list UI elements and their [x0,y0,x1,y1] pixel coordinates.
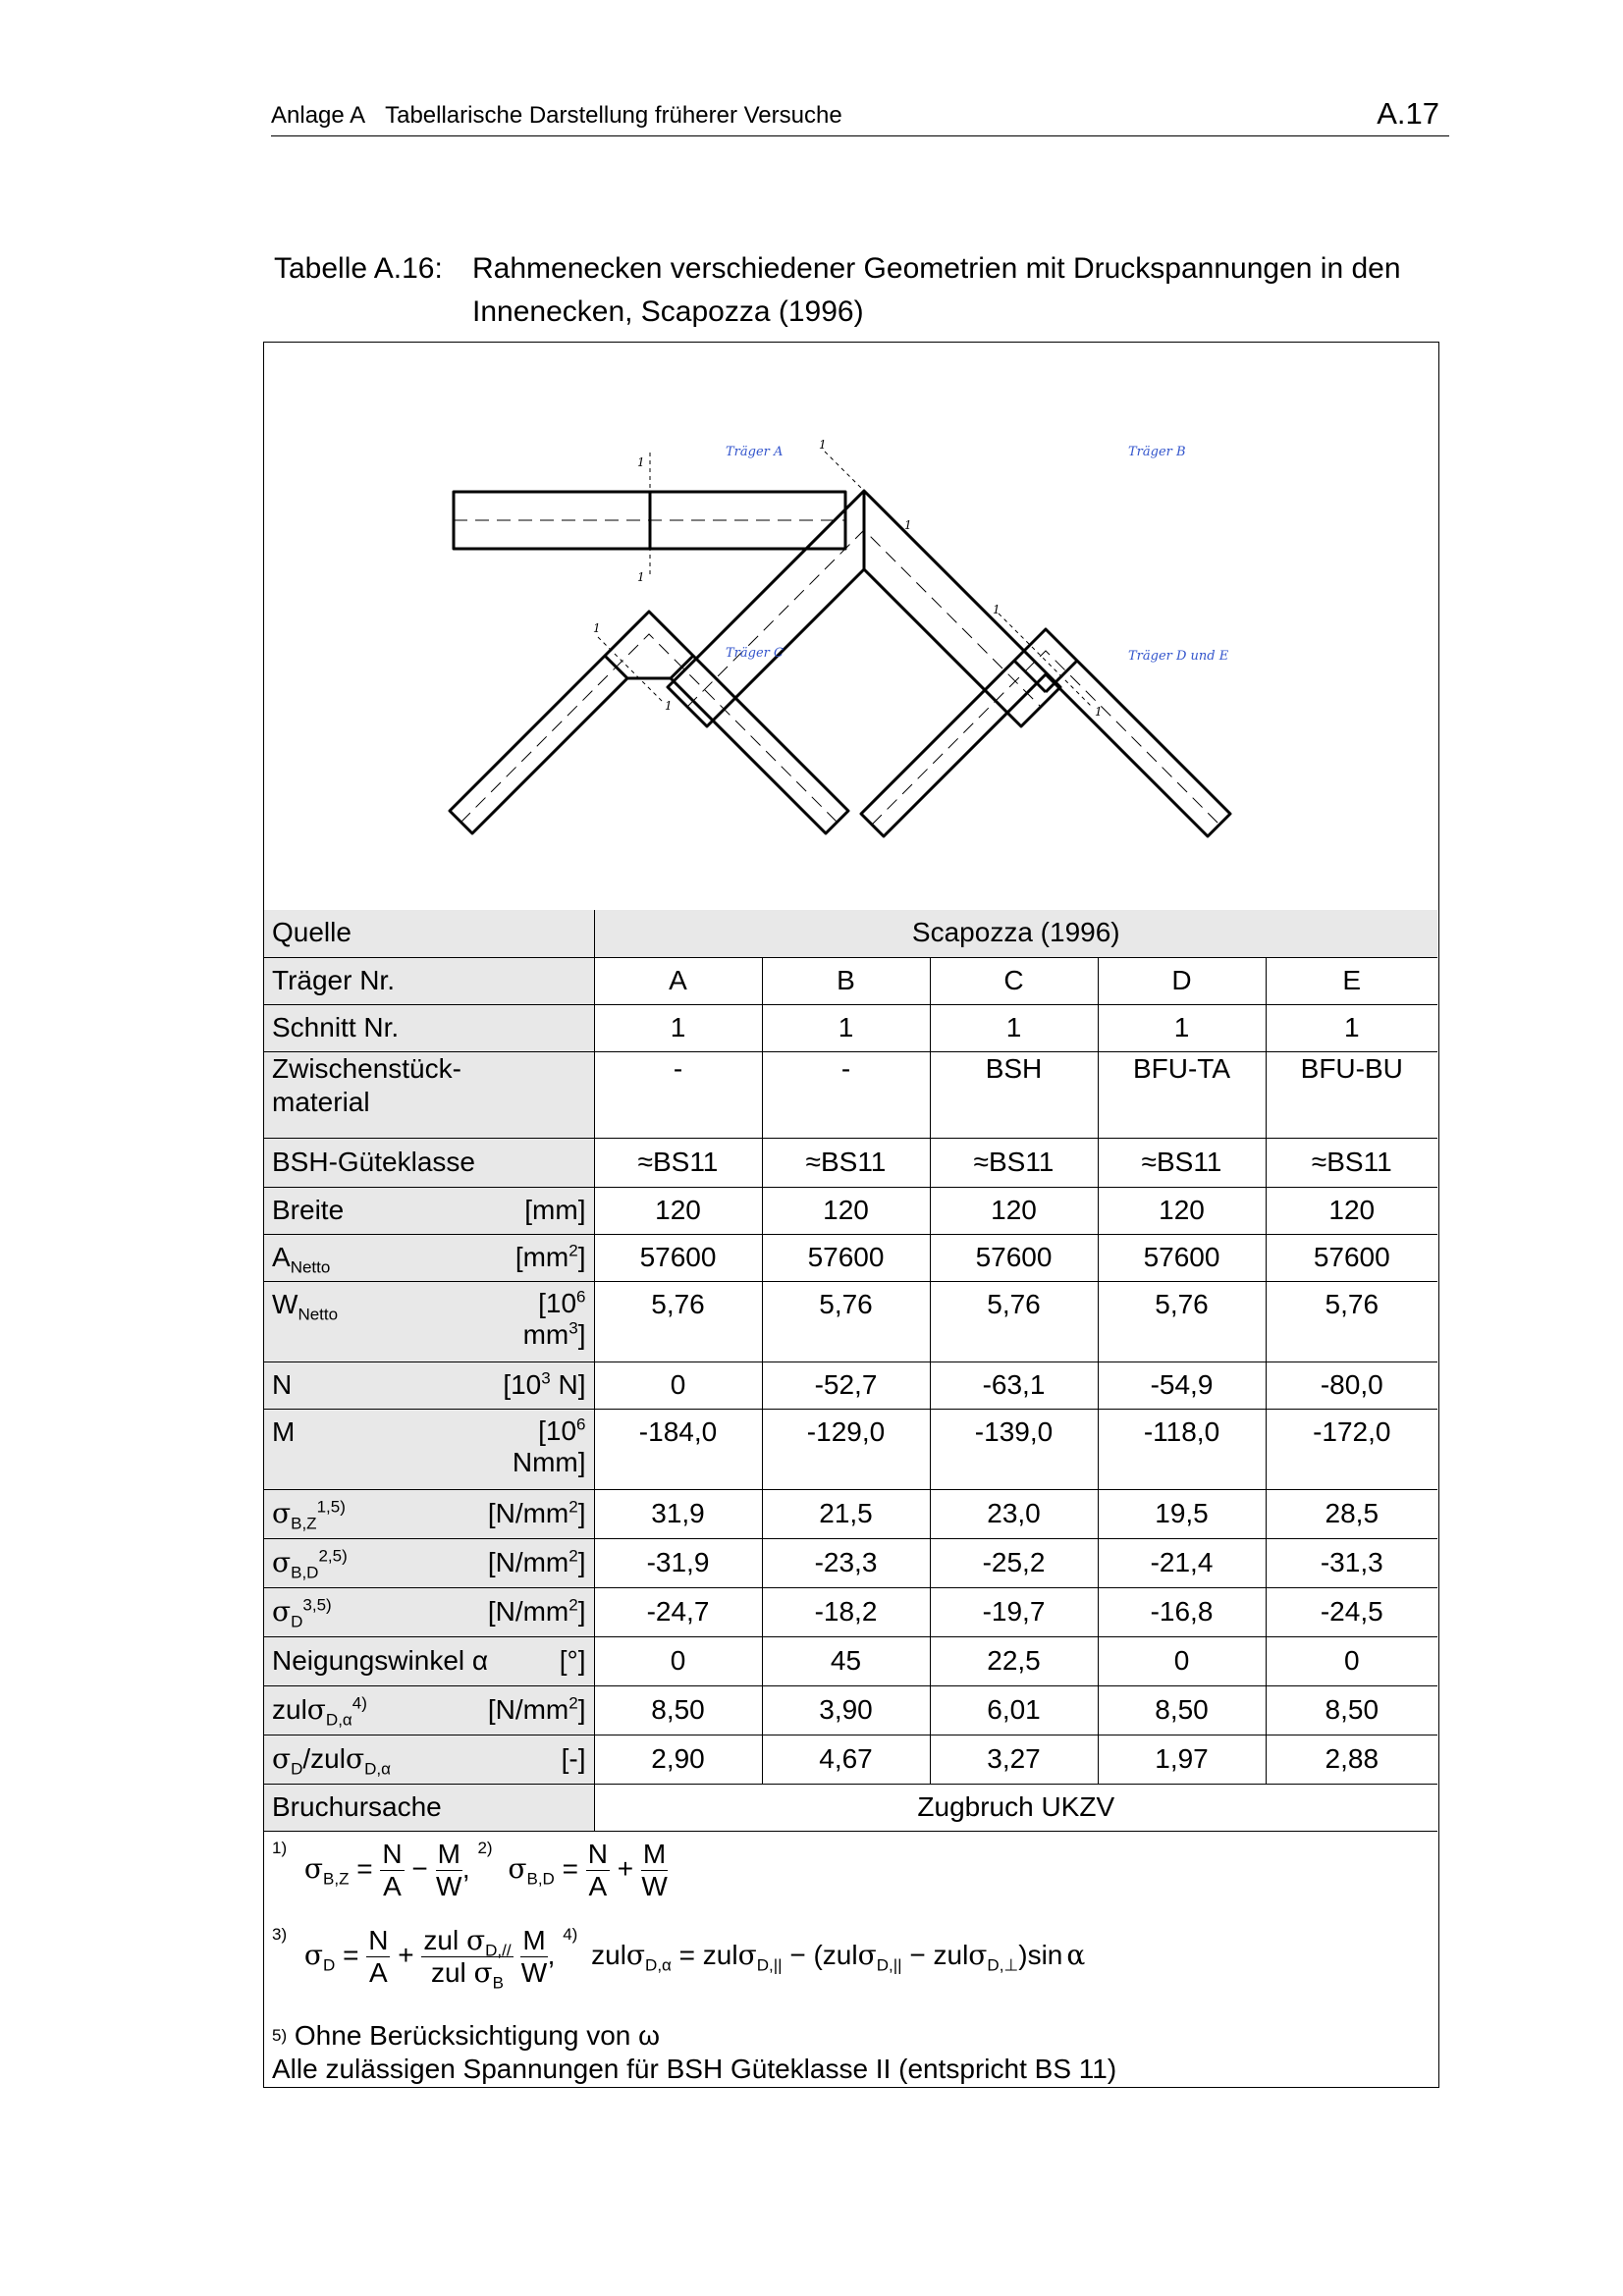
table-cell: ≈BS11 [594,1138,762,1187]
table-cell: 23,0 [930,1489,1098,1538]
row-label-failure: Bruchursache [264,1784,594,1831]
area-unit-sup: 2 [568,1241,578,1260]
stress-unit-end: ] [577,1693,586,1725]
table-cell: -23,3 [762,1538,930,1587]
sbz-sigma: σ [272,1496,292,1529]
f4-sub-1: D,α [645,1955,672,1975]
table-row-sbd [264,1538,1437,1587]
section-mark-a-bottom: 1 [637,570,645,584]
header-title-text: Tabellarische Darstellung früherer Versuche [385,102,842,129]
table-cell: 5,76 [594,1281,762,1362]
caption-line-2: Innenecken, Scapozza (1996) [472,295,864,328]
table-row-angle [264,1636,1437,1685]
sbd-sub: B,D [291,1563,319,1582]
row-label-n [264,1362,594,1409]
table-cell: 0 [594,1362,762,1409]
area-unit [515,1235,586,1280]
table-row-zul [264,1685,1437,1735]
table-row-insert [264,1051,1437,1138]
stress-unit-sup: 2 [568,1595,578,1615]
table-cell: 0 [594,1636,762,1685]
modulus-sub: Netto [298,1305,339,1324]
table-cell: 3,27 [930,1735,1098,1784]
table-cell: 57600 [762,1234,930,1281]
f4-alpha: α [1066,1938,1086,1971]
table-cell: -172,0 [1266,1409,1437,1489]
table-cell: 0 [1266,1636,1437,1685]
table-row-ratio [264,1735,1437,1784]
table-cell: 1 [930,1004,1098,1051]
table-cell: -21,4 [1098,1538,1266,1587]
table-cell: 57600 [1098,1234,1266,1281]
sbz-sup: 1,5) [316,1497,346,1517]
insert-label-line-2: material [272,1086,370,1117]
table-cell: ≈BS11 [930,1138,1098,1187]
sbd-sigma: σ [272,1545,292,1578]
footnote-5 [272,2019,1116,2086]
table-cell: 1 [594,1004,762,1051]
table-row-cut [264,1004,1437,1051]
modulus-label: W [272,1288,298,1319]
f4-zul-4: zul [933,1939,969,1970]
n-unit [503,1362,585,1408]
f2-sub: B,D [526,1869,555,1889]
f4-sigma-3: σ [857,1938,877,1971]
footnote-1-2 [272,1839,668,1902]
page-number: A.17 [1377,96,1439,131]
table-cell: 22,5 [930,1636,1098,1685]
f2-num-m: M [642,1839,667,1869]
beam-c: C [930,957,1098,1004]
source-value: Scapozza (1996) [594,910,1437,957]
f4-sigma-1: σ [625,1938,646,1971]
page-header [271,94,1449,136]
sd-sigma: σ [272,1594,292,1628]
f2-frac-m [641,1839,668,1902]
f2-eq: = [562,1852,578,1884]
f4-eq: = [678,1939,696,1970]
f3-num-zul [421,1924,513,1960]
beam-de-joint-left [1014,661,1046,692]
beam-d: D [1098,957,1266,1004]
table-row-width [264,1187,1437,1234]
table-cell: BFU-TA [1098,1051,1266,1138]
f3-eq: = [343,1939,359,1970]
footnote-final-text: Alle zulässigen Spannungen für BSH Güteklasse II (entspricht BS 11) [272,2054,1117,2084]
f2-den-w: W [641,1871,668,1901]
footnote-3-number: 3) [272,1925,288,1944]
zul-sup: 4) [352,1693,367,1713]
ratio-zul: /zul [302,1742,346,1774]
f1-num: N [382,1839,403,1869]
f3-sub: D [323,1955,336,1975]
header-title [271,102,842,130]
section-mark-b-top: 1 [819,438,827,452]
row-label-modulus [264,1281,594,1362]
caption-label: Tabelle A.16: [274,252,443,285]
appendix-label: Anlage A [271,102,366,129]
table-cell: -80,0 [1266,1362,1437,1409]
beam-c-section-line [598,637,663,702]
table-cell: 5,76 [1098,1281,1266,1362]
table-cell: ≈BS11 [762,1138,930,1187]
beam-c-axis [460,634,838,823]
sbz-unit [488,1490,586,1537]
table-cell: 21,5 [762,1489,930,1538]
table-cell: 120 [930,1187,1098,1234]
angle-label: Neigungswinkel α [272,1644,489,1676]
table-cell: - [762,1051,930,1138]
table-cell: ≈BS11 [1266,1138,1437,1187]
m-unit-2: Nmm] [512,1446,586,1477]
table-cell: 8,50 [594,1685,762,1735]
table-cell: 8,50 [1098,1685,1266,1735]
f3-num-m: M [522,1925,546,1955]
table-cell: 2,88 [1266,1735,1437,1784]
table-row-n [264,1362,1437,1409]
row-label-beam: Träger Nr. [264,957,594,1004]
table-cell: 57600 [594,1234,762,1281]
table-cell: 5,76 [762,1281,930,1362]
area-sub: Netto [290,1257,331,1277]
table-cell: BFU-BU [1266,1051,1437,1138]
table-cell: 2,90 [594,1735,762,1784]
stress-unit-text: [N/mm [487,1693,569,1725]
table-cell: -118,0 [1098,1409,1266,1489]
table-cell: -16,8 [1098,1587,1266,1636]
modulus-unit-2-sup: 3 [568,1318,578,1338]
zul-sigma: σ [306,1692,326,1726]
m-unit-1-sup: 6 [576,1415,586,1434]
m-label: M [272,1415,296,1447]
stress-unit-text: [N/mm [487,1497,569,1528]
f4-close: ) [1018,1939,1028,1970]
m-unit-1: [10 [538,1415,577,1446]
table-cell: 4,67 [762,1735,930,1784]
footnote-5-number: 5) [272,2026,288,2045]
row-label-source: Quelle [264,910,594,957]
modulus-unit [523,1288,586,1351]
table-row-m [264,1409,1437,1489]
caption-line-1: Rahmenecken verschiedener Geometrien mit Druckspannungen in den [472,252,1401,285]
table-row-grade [264,1138,1437,1187]
f4-open: (zul [813,1939,858,1970]
stress-unit-sup: 2 [568,1497,578,1517]
table-cell: 31,9 [594,1489,762,1538]
f4-sub-3: D,|| [876,1955,902,1975]
beam-b: B [762,957,930,1004]
sbd-sup: 2,5) [318,1546,348,1566]
sd-unit [488,1588,586,1635]
ratio-sigma-1: σ [272,1741,292,1775]
section-mark-c-top: 1 [593,621,601,635]
f4-sigma-2: σ [737,1938,757,1971]
angle-unit: [°] [559,1644,586,1676]
f1-frac-n [380,1839,404,1902]
ratio-unit: [-] [561,1742,586,1774]
f2-frac-n [586,1839,610,1902]
f3-sigma: σ [303,1938,324,1971]
insert-label-line-1: Zwischenstück- [272,1052,461,1084]
f4-zul-2: zul [702,1939,738,1970]
row-label-sd [264,1587,594,1636]
table-cell: -52,7 [762,1362,930,1409]
footnote-5-text: Ohne Berücksichtigung von ω [294,2020,660,2051]
table-cell: -18,2 [762,1587,930,1636]
f3-den-zul [421,1956,513,1993]
table-cell: 0 [1098,1636,1266,1685]
row-label-ratio [264,1735,594,1784]
stress-unit-sup: 2 [568,1546,578,1566]
f4-minus-1: − [789,1939,806,1970]
section-mark-c-bottom: 1 [665,699,673,713]
f3-sigma-bottom: σ [473,1956,493,1989]
table-cell: -63,1 [930,1362,1098,1409]
footnotes [264,1835,1437,2086]
table-cell: -25,2 [930,1538,1098,1587]
ratio-sub-1: D [291,1759,303,1779]
f1-sigma: σ [303,1851,324,1885]
f3-sub-bottom: B [492,1973,504,1993]
sd-sub: D [291,1612,303,1631]
f1-den-w: W [436,1871,462,1901]
width-label: Breite [272,1194,345,1225]
footnote-3-4 [272,1924,1086,1993]
footnote-4-number: 4) [563,1925,578,1944]
f3-sigma-top: σ [465,1924,486,1956]
beam-de-label: Träger D und E [1128,649,1229,664]
stress-unit-sup: 2 [568,1693,578,1713]
table-row-sbz [264,1489,1437,1538]
row-label-angle [264,1636,594,1685]
area-label: A [272,1241,291,1272]
n-label: N [272,1368,293,1400]
f1-den: A [383,1871,402,1901]
table-cell: 120 [594,1187,762,1234]
f3-frac-n [366,1925,390,1989]
stress-unit-end: ] [577,1546,586,1577]
footnote-1-number: 1) [272,1839,288,1857]
table-row-area [264,1234,1437,1281]
specimen-sketch [264,343,1437,910]
f3-frac-zul [421,1924,513,1993]
f3-zul-top: zul [423,1925,460,1955]
row-label-zul [264,1685,594,1735]
m-unit [513,1415,586,1478]
f2-num: N [587,1839,608,1869]
table-cell: 1 [762,1004,930,1051]
failure-value: Zugbruch UKZV [594,1784,1437,1831]
table-row-beam [264,957,1437,1004]
row-label-sbz [264,1489,594,1538]
row-label-sbd [264,1538,594,1587]
specimen-drawing [264,343,1437,911]
table-row-source [264,910,1437,957]
table-cell: 57600 [930,1234,1098,1281]
f1-num-m: M [437,1839,460,1869]
f3-sub-top: D,// [485,1941,512,1960]
table-cell: 5,76 [930,1281,1098,1362]
table-cell: -31,3 [1266,1538,1437,1587]
row-label-area [264,1234,594,1281]
table-cell: -19,7 [930,1587,1098,1636]
table-cell: 5,76 [1266,1281,1437,1362]
f3-frac-m [520,1925,547,1989]
table-cell: 6,01 [930,1685,1098,1735]
f3-den: A [369,1957,388,1988]
f3-den-w: W [520,1957,548,1988]
modulus-unit-2: mm [522,1318,569,1350]
table-caption [274,247,1401,334]
f1-comma: , [461,1852,470,1884]
ratio-sigma-2: σ [345,1741,365,1775]
table-frame [263,342,1439,2088]
table-cell: 1 [1266,1004,1437,1051]
table-cell: -184,0 [594,1409,762,1489]
f3-plus: + [398,1939,414,1970]
table-cell: 120 [762,1187,930,1234]
area-unit-text: [mm [514,1241,569,1272]
stress-unit-end: ] [577,1497,586,1528]
beam-de-axis [872,651,1219,825]
f1-sub: B,Z [323,1869,350,1889]
section-mark-de-bottom: 1 [1095,705,1103,719]
section-mark-de-top: 1 [993,603,1001,616]
n-unit-text: [10 [503,1368,542,1400]
table-row-sd [264,1587,1437,1636]
table-row-modulus [264,1281,1437,1362]
zul-sub: D,α [325,1710,352,1730]
table-cell: -139,0 [930,1409,1098,1489]
f1-eq: = [356,1852,373,1884]
beam-a-label: Träger A [726,445,784,459]
table-row-failure [264,1784,1437,1831]
table-cell: ≈BS11 [1098,1138,1266,1187]
stress-unit-text: [N/mm [487,1546,569,1577]
row-label-grade: BSH-Güteklasse [264,1138,594,1187]
f4-minus-2: − [909,1939,926,1970]
table-cell: -24,7 [594,1587,762,1636]
area-unit-end: ] [577,1241,586,1272]
width-unit: [mm] [524,1194,586,1225]
zul-unit [488,1686,586,1734]
n-unit-sup: 3 [541,1368,551,1388]
f4-sin: sin [1027,1939,1063,1970]
stress-unit-text: [N/mm [487,1595,569,1627]
f4-zul-1: zul [591,1939,626,1970]
row-label-insert [264,1051,594,1138]
table-cell: -54,9 [1098,1362,1266,1409]
table-cell: -24,5 [1266,1587,1437,1636]
f3-num: N [368,1925,389,1955]
table-cell: 19,5 [1098,1489,1266,1538]
table-cell: -31,9 [594,1538,762,1587]
footnote-2-number: 2) [477,1839,493,1857]
f4-sigma-4: σ [968,1938,988,1971]
table-cell: 8,50 [1266,1685,1437,1735]
sbz-sub: B,Z [291,1514,317,1533]
table-cell: 3,90 [762,1685,930,1735]
table-cell: - [594,1051,762,1138]
f3-comma: , [547,1939,556,1970]
modulus-unit-2-end: ] [577,1318,586,1350]
f3-zul-bottom: zul [430,1957,466,1988]
f1-minus: − [411,1852,428,1884]
beam-b-label: Träger B [1128,445,1186,459]
table-cell: 1 [1098,1004,1266,1051]
beam-a: A [594,957,762,1004]
sd-sup: 3,5) [302,1595,332,1615]
table-cell: 120 [1266,1187,1437,1234]
table-cell: 28,5 [1266,1489,1437,1538]
section-mark-a-top: 1 [637,455,645,469]
table-cell: 57600 [1266,1234,1437,1281]
results-table [264,910,1437,1832]
zul-label: zul [272,1693,307,1725]
modulus-unit-1-sup: 6 [576,1287,586,1307]
row-label-cut: Schnitt Nr. [264,1004,594,1051]
f1-frac-m [436,1839,462,1902]
stress-unit-end: ] [577,1595,586,1627]
n-unit-end: N] [550,1368,586,1400]
sbd-unit [488,1539,586,1586]
section-mark-b-bottom: 1 [904,518,912,532]
row-label-width [264,1187,594,1234]
f4-sub-4: D,⊥ [987,1955,1019,1975]
table-cell: BSH [930,1051,1098,1138]
table-cell: 120 [1098,1187,1266,1234]
beam-e: E [1266,957,1437,1004]
row-label-m [264,1409,594,1489]
table-cell: 1,97 [1098,1735,1266,1784]
f2-den: A [588,1871,608,1901]
f4-sub-2: D,|| [756,1955,783,1975]
ratio-sub-2: D,α [364,1759,391,1779]
modulus-unit-1: [10 [538,1287,577,1318]
f2-plus: + [617,1852,634,1884]
f2-sigma: σ [508,1851,527,1885]
table-cell: 45 [762,1636,930,1685]
table-cell: -129,0 [762,1409,930,1489]
beam-c-label: Träger C [726,646,784,661]
